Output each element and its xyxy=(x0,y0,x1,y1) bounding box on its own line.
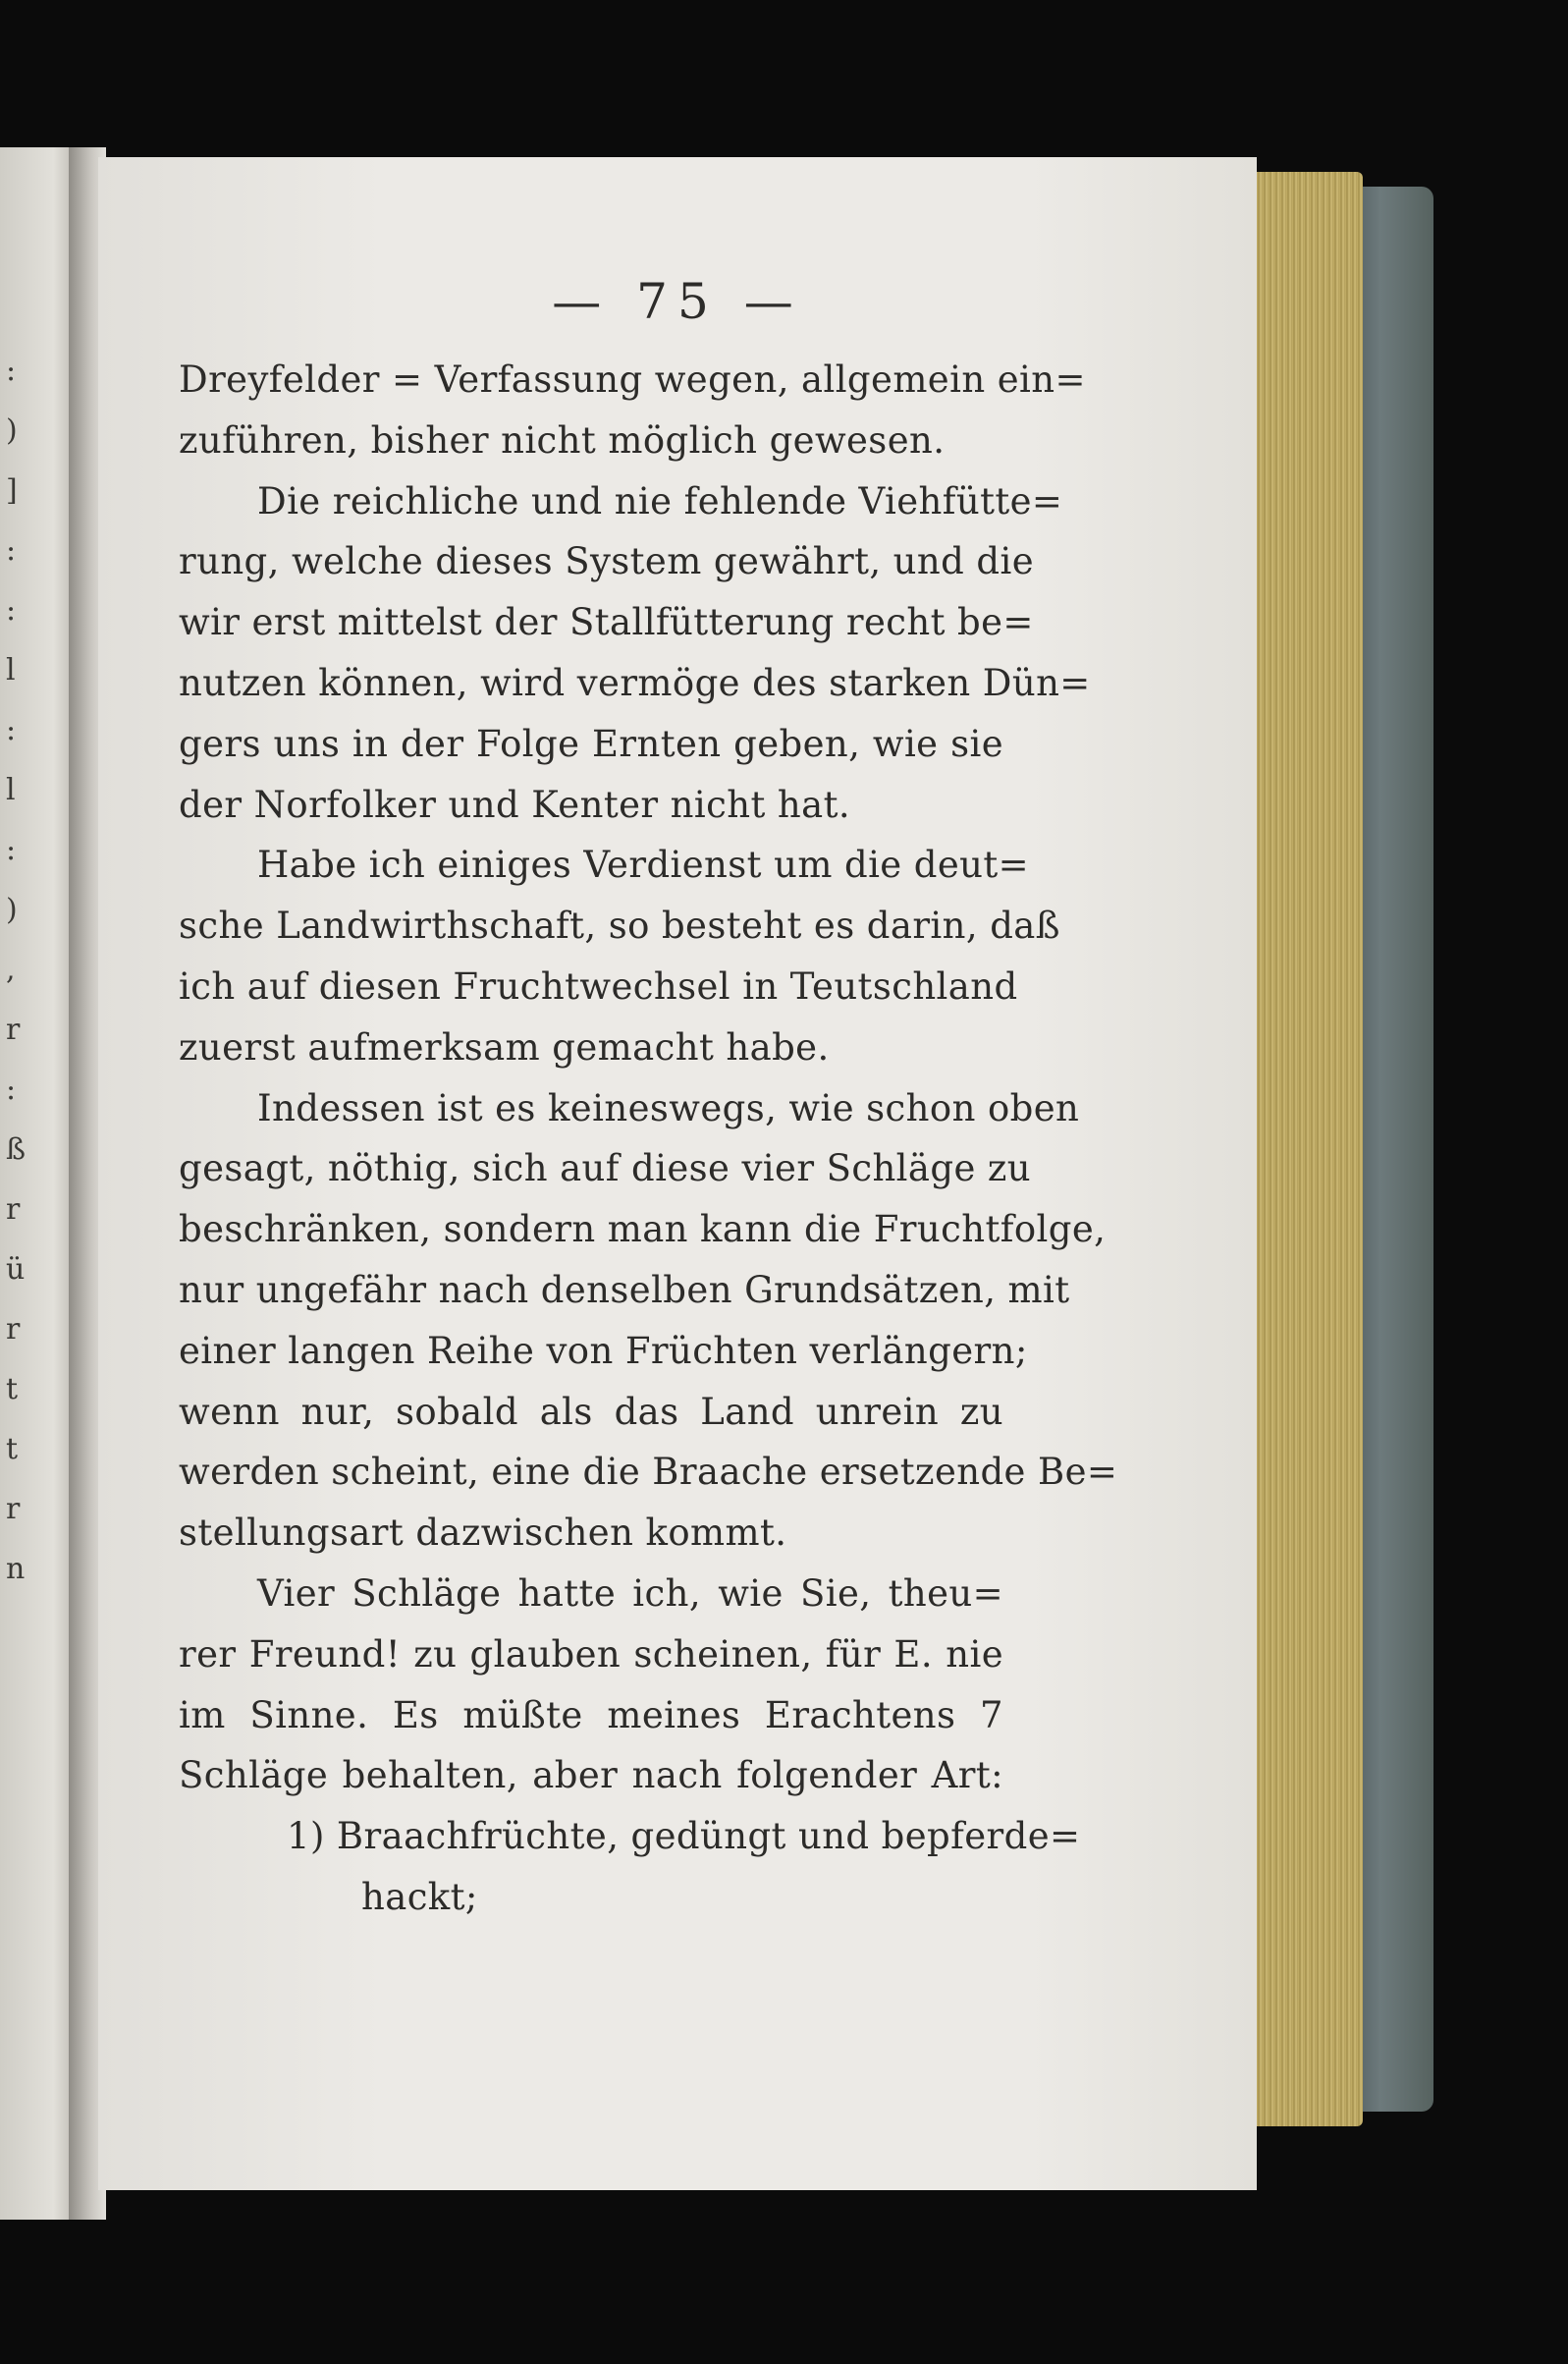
text-line: Dreyfelder = Verfassung wegen, allgemein ein= xyxy=(179,358,1086,401)
facing-page-fragment: ) xyxy=(6,893,18,927)
facing-page-fragment: : xyxy=(6,533,17,568)
text-line: einer langen Reihe von Früchten verlängern; xyxy=(179,1329,1028,1372)
facing-page-fragment: ) xyxy=(6,413,18,448)
facing-page-fragment: t xyxy=(6,1372,19,1406)
text-line: beschränken, sondern man kann die Fruchtfolge, xyxy=(179,1208,1107,1251)
facing-page-fragment: ß xyxy=(6,1132,27,1167)
text-line: Habe ich einiges Verdienst um die deut= xyxy=(257,844,1030,887)
text-line: Indessen ist es keineswegs, wie schon oben xyxy=(257,1086,1080,1129)
text-line: zuführen, bisher nicht möglich gewesen. xyxy=(179,418,946,462)
text-line: werden scheint, eine die Braache ersetzende Be= xyxy=(179,1451,1118,1494)
facing-page-fragment: r xyxy=(6,1013,21,1047)
facing-page-edge xyxy=(0,147,77,2220)
text-line: rung, welche dieses System gewährt, und die xyxy=(179,540,1034,583)
facing-page-fragment: , xyxy=(6,953,16,987)
text-line: wenn nur, sobald als das Land unrein zu xyxy=(179,1390,1003,1433)
facing-page-fragment: l xyxy=(6,773,16,807)
text-line: im Sinne. Es müßte meines Erachtens 7 xyxy=(179,1693,1003,1736)
text-line: hackt; xyxy=(361,1875,478,1918)
text-line: Schläge behalten, aber nach folgender Art: xyxy=(179,1754,1003,1797)
text-line: rer Freund! zu glauben scheinen, für E. nie xyxy=(179,1632,1003,1676)
facing-page-fragment: ü xyxy=(6,1252,26,1287)
page-number: — 75 — xyxy=(552,273,803,330)
book-page xyxy=(98,157,1257,2190)
facing-page-fragment: l xyxy=(6,653,16,687)
text-line: der Norfolker und Kenter nicht hat. xyxy=(179,783,850,826)
facing-page-fragment: : xyxy=(6,713,17,747)
text-line: gesagt, nöthig, sich auf diese vier Schläge zu xyxy=(179,1147,1032,1190)
text-line: stellungsart dazwischen kommt. xyxy=(179,1512,787,1555)
text-line: ich auf diesen Fruchtwechsel in Teutschland xyxy=(179,964,1018,1008)
text-line: nutzen können, wird vermöge des starken Dün= xyxy=(179,661,1091,704)
text-line: 1) Braachfrüchte, gedüngt und bepferde= xyxy=(287,1815,1081,1858)
facing-page-fragment: r xyxy=(6,1492,21,1526)
gilt-page-edges xyxy=(1245,172,1363,2126)
text-line: zuerst aufmerksam gemacht habe. xyxy=(179,1025,830,1069)
facing-page-fragment: r xyxy=(6,1192,21,1227)
facing-page-fragment: : xyxy=(6,1072,17,1107)
facing-page-fragment: r xyxy=(6,1312,21,1347)
text-line: gers uns in der Folge Ernten geben, wie sie xyxy=(179,722,1003,765)
text-line: wir erst mittelst der Stallfütterung recht be= xyxy=(179,601,1034,644)
page-text xyxy=(179,350,1118,1928)
facing-page-fragment: t xyxy=(6,1432,19,1466)
facing-page-fragment: ] xyxy=(6,473,18,508)
facing-page-fragment: : xyxy=(6,833,17,867)
facing-page-fragment: n xyxy=(6,1552,26,1586)
text-line: Vier Schläge hatte ich, wie Sie, theu= xyxy=(257,1571,1003,1615)
facing-page-fragment: : xyxy=(6,593,17,628)
text-line: sche Landwirthschaft, so besteht es darin, daß xyxy=(179,905,1060,948)
text-line: Die reichliche und nie fehlende Viehfütte= xyxy=(257,479,1063,522)
facing-page-fragment: : xyxy=(6,354,17,388)
text-line: nur ungefähr nach denselben Grundsätzen, mit xyxy=(179,1268,1070,1311)
